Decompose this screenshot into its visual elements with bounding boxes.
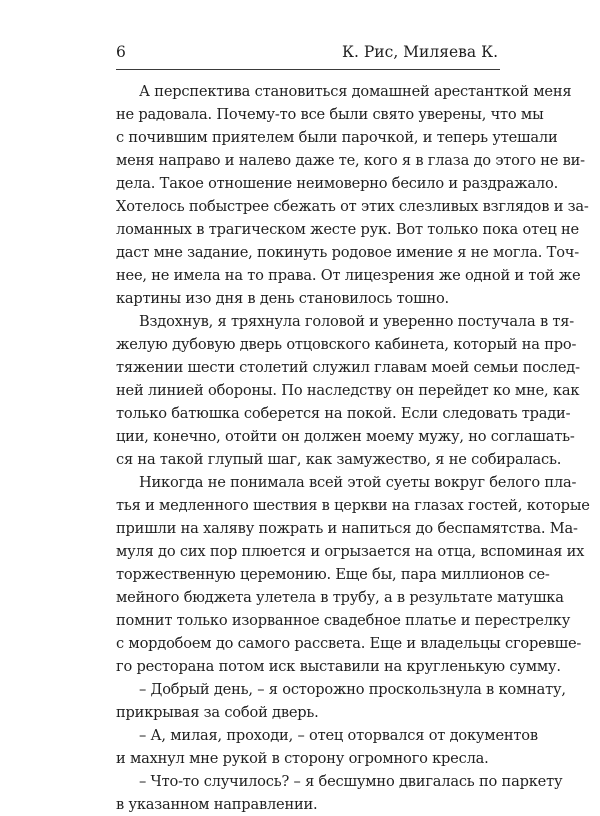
text-line: нее, не имела на то права. От лицезрения же одной и той же [116,267,581,284]
page-number: 6 [116,43,126,61]
text-line: картины изо дня в день становилось тошно. [116,290,450,307]
text-line: А перспектива становиться домашней арестанткой меня [139,83,572,100]
text-line: с почившим приятелем были парочкой, и теперь утешали [116,129,558,146]
body-text [116,80,590,816]
text-line: желую дубовую дверь отцовского кабинета, который на про- [116,336,577,353]
text-line: тяжении шести столетий служил главам моей семьи послед- [116,359,580,376]
paragraph [116,310,580,471]
paragraph [116,770,563,816]
text-line: с мордобоем до самого рассвета. Еще и владельцы сгоревше- [116,635,582,652]
text-line: помнит только изорванное свадебное платье и перестрелку [116,612,571,629]
text-line: прикрывая за собой дверь. [116,704,319,721]
paragraph [116,724,538,770]
text-line: – А, милая, проходи, – отец оторвался от документов [139,727,538,744]
text-line: меня направо и налево даже те, кого я в глаза до этого не ви- [116,152,585,169]
running-head [116,40,498,64]
text-line: пришли на халяву пожрать и напиться до беспамятства. Ма- [116,520,578,537]
paragraph [116,471,590,678]
text-line: тья и медленного шествия в церкви на глазах гостей, которые [116,497,590,514]
text-line: ломанных в трагическом жесте рук. Вот только пока отец не [116,221,579,238]
paragraph [116,678,566,724]
text-line: дела. Такое отношение неимоверно бесило и раздражало. [116,175,559,192]
text-line: ции, конечно, отойти он должен моему мужу, но соглашать- [116,428,575,445]
text-line: Никогда не понимала всей этой суеты вокруг белого пла- [139,474,577,491]
text-line: муля до сих пор плюется и огрызается на отца, вспоминая их [116,543,585,560]
text-line: Вздохнув, я тряхнула головой и уверенно постучала в тя- [139,313,575,330]
text-line: мейного бюджета улетела в трубу, а в результате матушка [116,589,564,606]
text-line: даст мне задание, покинуть родовое имение я не могла. Точ- [116,244,579,261]
text-line: торжественную церемонию. Еще бы, пара миллионов се- [116,566,550,583]
paragraph [116,80,589,310]
text-line: ней линией обороны. По наследству он перейдет ко мне, как [116,382,580,399]
text-line: ся на такой глупый шаг, как замужество, я не собиралась. [116,451,562,468]
text-line: – Что-то случилось? – я бесшумно двигалась по паркету [139,773,563,790]
text-line: только батюшка соберется на покой. Если следовать тради- [116,405,571,422]
text-line: – Добрый день, – я осторожно проскользнула в комнату, [139,681,566,698]
running-title: К. Рис, Миляева К. [342,43,498,61]
text-line: Хотелось побыстрее сбежать от этих слезливых взглядов и за- [116,198,589,215]
text-line: в указанном направлении. [116,796,318,813]
text-line: и махнул мне рукой в сторону огромного кресла. [116,750,489,767]
header-rule [116,69,500,70]
text-line: не радовала. Почему-то все были свято уверены, что мы [116,106,544,123]
text-line: го ресторана потом иск выставили на кругленькую сумму. [116,658,561,675]
